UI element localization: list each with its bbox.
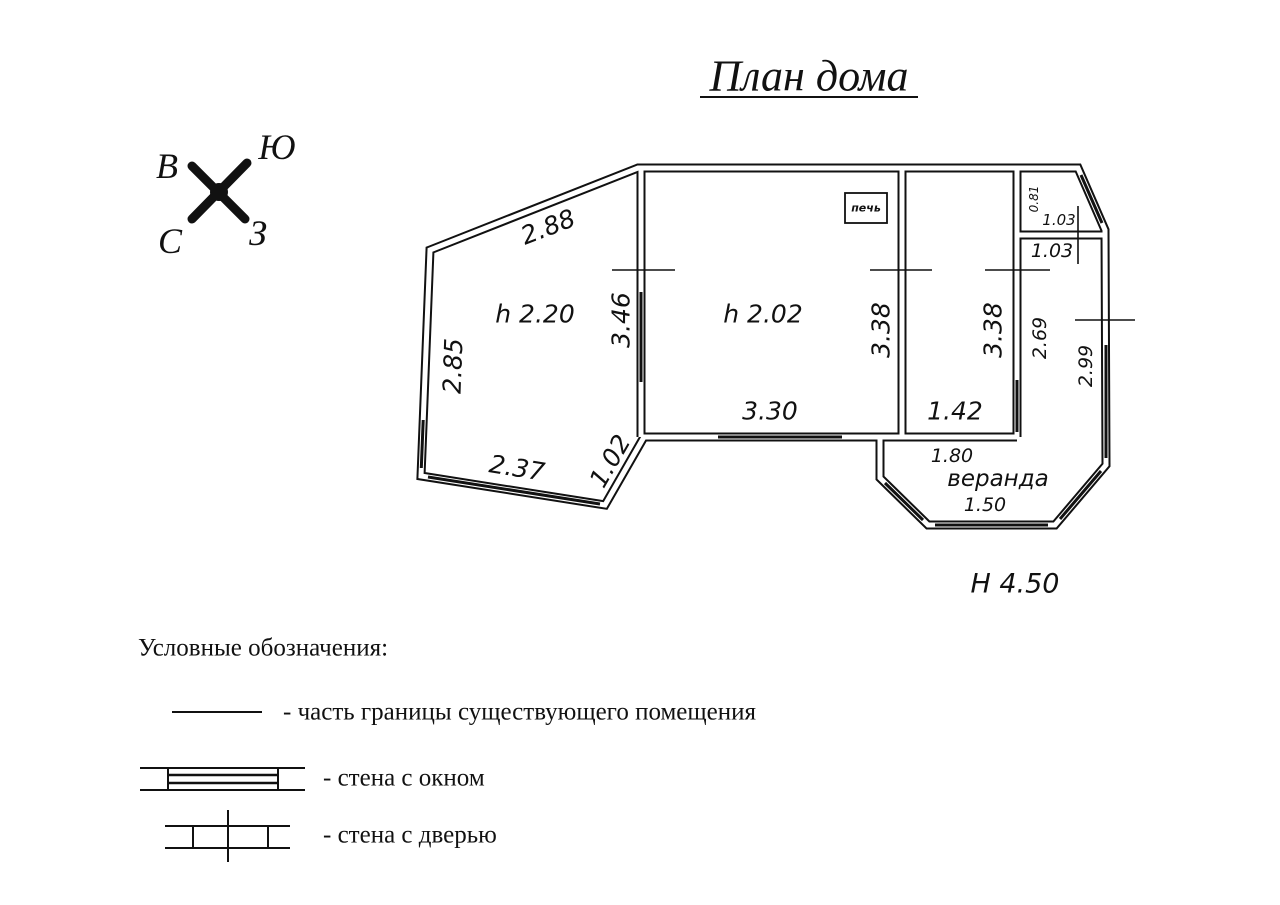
veranda-top-wall-length: 1.80 [930, 445, 974, 467]
window [1081, 175, 1102, 223]
room-2-right-wall-length: 3.38 [866, 302, 896, 358]
legend-door-text: - стена с дверью [323, 821, 497, 849]
compass-west-label: З [249, 213, 267, 253]
legend-window-symbol [140, 768, 305, 790]
window [1060, 471, 1101, 519]
legend-door-symbol [165, 810, 290, 862]
room-1-left-wall-length: 2.85 [437, 337, 469, 395]
room-1-bottom-wall-length: 2.37 [487, 449, 547, 487]
veranda-name: веранда [947, 466, 1049, 492]
veranda-bottom-wall-length: 1.50 [963, 494, 1007, 516]
room-2-height: h 2.02 [723, 299, 803, 329]
compass-south-label: Ю [258, 127, 296, 167]
compass-rose [156, 127, 296, 261]
legend-window-text: - стена с окном [323, 764, 485, 792]
legend-boundary-text: - часть границы существующего помещения [283, 698, 756, 726]
small-room-top-width: 1.03 [1042, 211, 1076, 229]
stove-label: печь [851, 201, 881, 215]
legend-title: Условные обозначения: [138, 634, 389, 662]
window [421, 420, 423, 468]
window [885, 483, 923, 520]
room-1-right-wall-length: 3.46 [606, 292, 636, 348]
room-1-corner-wall-length: 1.02 [583, 429, 637, 493]
room-3-right-wall-length: 3.38 [978, 302, 1008, 358]
legend [138, 635, 756, 863]
plan-title: План дома [709, 51, 909, 101]
room-3-bottom-wall-length: 1.42 [927, 396, 983, 426]
room-2-bottom-wall-length: 3.30 [742, 396, 798, 426]
building-height: H 4.50 [970, 568, 1060, 600]
room-1-top-wall-length: 2.88 [516, 203, 580, 251]
room-1-height: h 2.20 [495, 299, 575, 329]
passage-right-wall-length: 2.99 [1075, 344, 1097, 388]
passage-left-wall-length: 2.69 [1029, 316, 1051, 360]
small-room-depth: 0.81 [1027, 185, 1041, 213]
compass-center [210, 183, 228, 201]
compass-east-label: В [156, 146, 178, 186]
small-room-bottom-width: 1.03 [1030, 240, 1074, 262]
compass-north-label: С [157, 221, 183, 261]
